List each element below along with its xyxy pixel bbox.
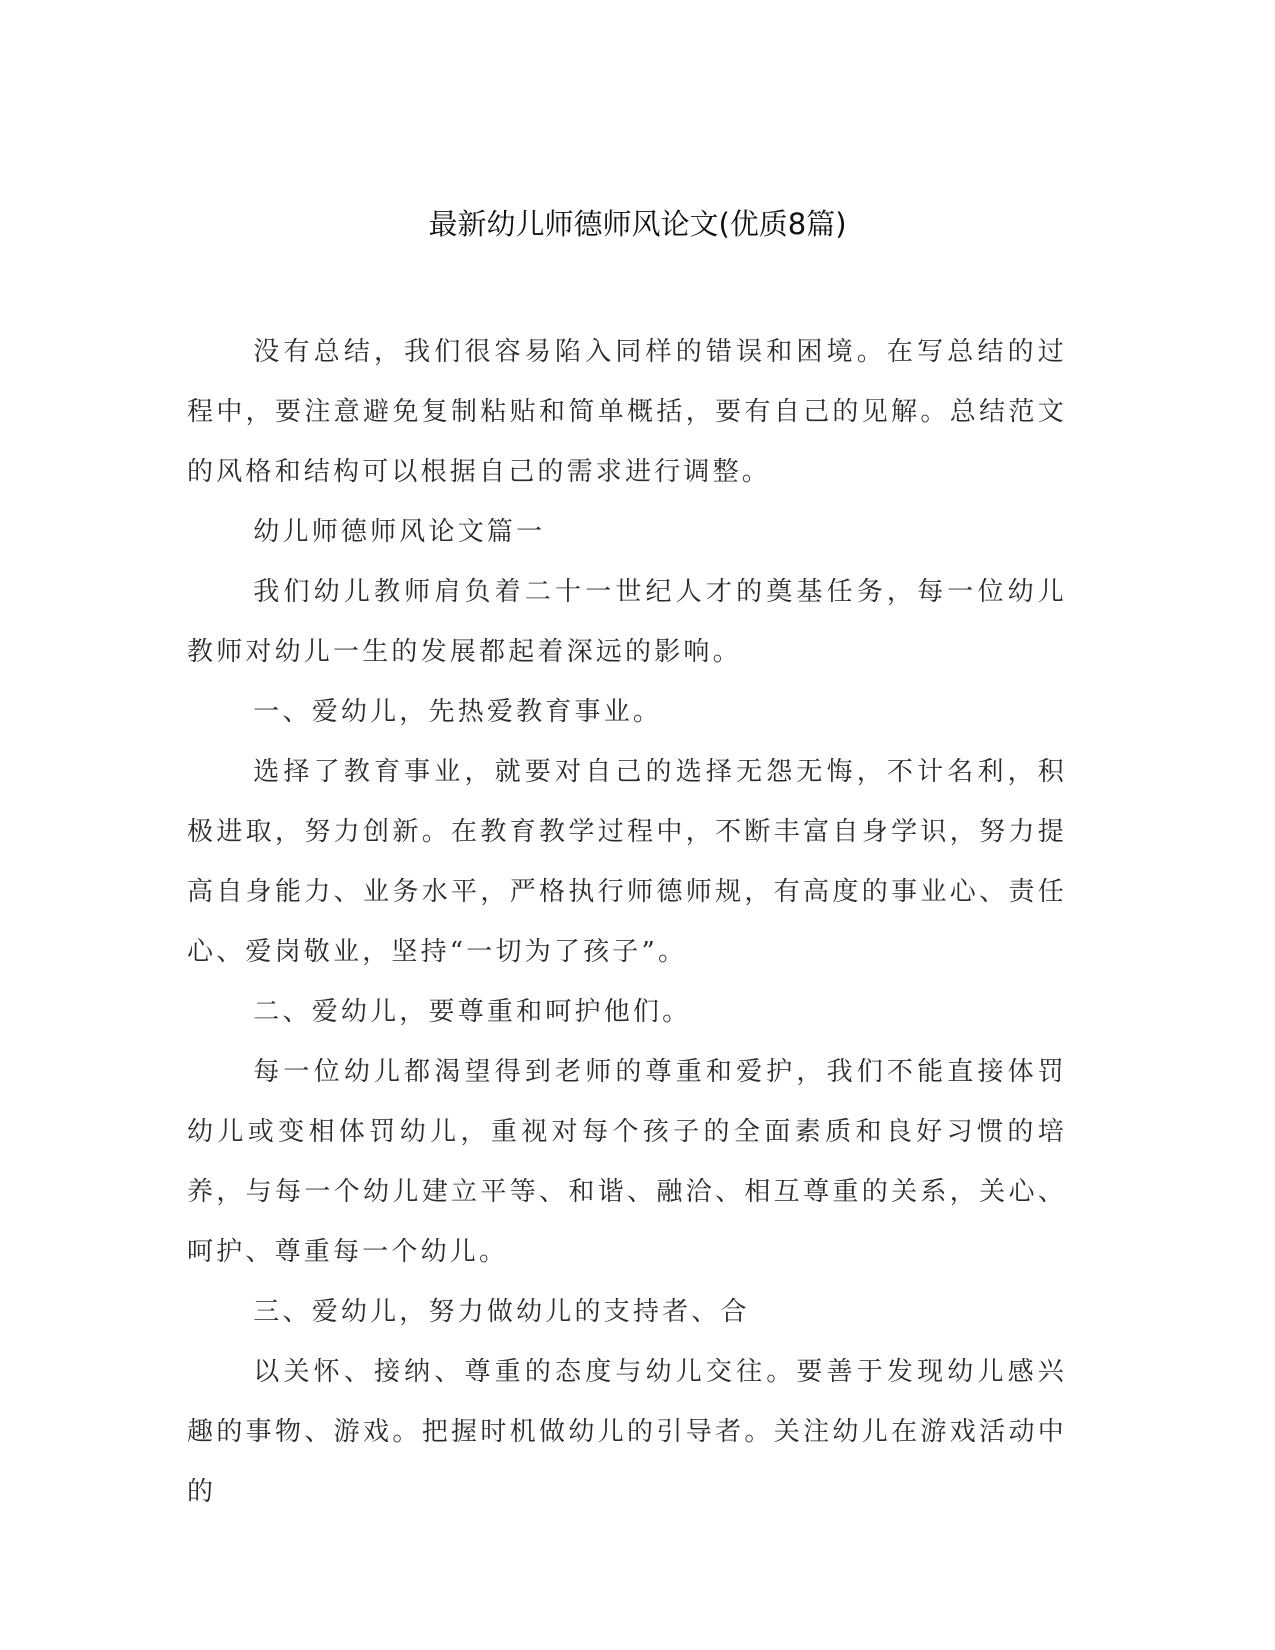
paragraph: 以关怀、接纳、尊重的态度与幼儿交往。要善于发现幼儿感兴趣的事物、游戏。把握时机做幼儿的引导者。关注幼儿在游戏活动中的 xyxy=(187,1357,1067,1507)
paragraph-intro: 没有总结，我们很容易陷入同样的错误和困境。在写总结的过程中，要注意避免复制粘贴和简单概括，要有自己的见解。总结范文的风格和结构可以根据自己的需求进行调整。 xyxy=(187,337,1067,487)
document-body xyxy=(187,322,1067,1522)
point-heading-3: 三、爱幼儿，努力做幼儿的支持者、合 xyxy=(253,1297,750,1327)
point-heading-2: 二、爱幼儿，要尊重和呵护他们。 xyxy=(253,997,692,1027)
paragraph: 选择了教育事业，就要对自己的选择无怨无悔，不计名利，积极进取，努力创新。在教育教学过程中，不断丰富自身学识，努力提高自身能力、业务水平，严格执行师德师规，有高度的事业心、责任心、爱岗敬业，坚持“一切为了孩子”。 xyxy=(187,757,1067,967)
point-heading-1: 一、爱幼儿，先热爱教育事业。 xyxy=(253,697,663,727)
document-title: 最新幼儿师德师风论文(优质8篇) xyxy=(428,207,847,241)
paragraph: 我们幼儿教师肩负着二十一世纪人才的奠基任务，每一位幼儿教师对幼儿一生的发展都起着深远的影响。 xyxy=(187,577,1067,667)
paragraph: 每一位幼儿都渴望得到老师的尊重和爱护，我们不能直接体罚幼儿或变相体罚幼儿，重视对每个孩子的全面素质和良好习惯的培养，与每一个幼儿建立平等、和谐、融洽、相互尊重的关系，关心、呵护、尊重每一个幼儿。 xyxy=(187,1057,1067,1267)
section-heading: 幼儿师德师风论文篇一 xyxy=(253,517,546,547)
